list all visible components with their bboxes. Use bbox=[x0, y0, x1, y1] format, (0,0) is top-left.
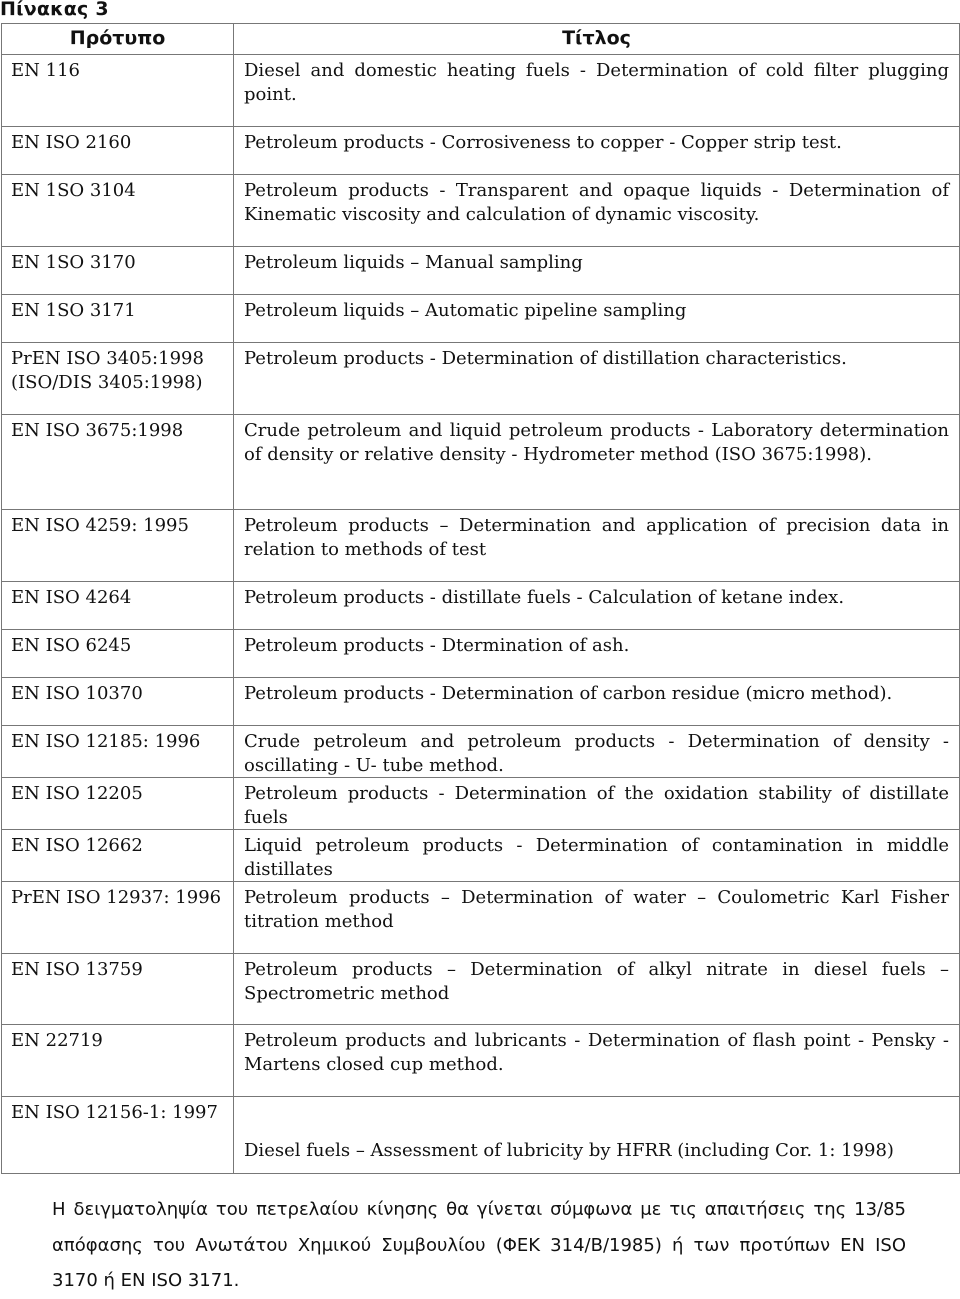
table-row bbox=[2, 247, 960, 295]
table-row bbox=[2, 415, 960, 510]
standard-code: EN ISO 12205 bbox=[2, 778, 234, 830]
table-row bbox=[2, 175, 960, 247]
table-row bbox=[2, 582, 960, 630]
table-caption: Πίνακας 3 bbox=[0, 0, 109, 20]
standard-title: Petroleum products - Transparent and opaque liquids - Determination of Kinematic viscosity and calculation of dynamic viscosity. bbox=[234, 175, 960, 247]
standard-title: Petroleum products – Determination of alkyl nitrate in diesel fuels – Spectrometric method bbox=[234, 954, 960, 1025]
standard-code: EN ISO 12185: 1996 bbox=[2, 726, 234, 778]
standard-title: Petroleum products – Determination and application of precision data in relation to methods of test bbox=[234, 510, 960, 582]
standard-code: EN ISO 6245 bbox=[2, 630, 234, 678]
header-row bbox=[2, 24, 960, 55]
standard-code: EN ISO 13759 bbox=[2, 954, 234, 1025]
table-row bbox=[2, 954, 960, 1025]
standard-title: Diesel and domestic heating fuels - Determination of cold filter plugging point. bbox=[234, 55, 960, 127]
standard-title: Petroleum products - distillate fuels - Calculation of ketane index. bbox=[234, 582, 960, 630]
standard-title: Petroleum products - Corrosiveness to copper - Copper strip test. bbox=[234, 127, 960, 175]
standard-title: Crude petroleum and liquid petroleum products - Laboratory determination of density or relative density - Hydrometer method (ISO 3675:1998). bbox=[234, 415, 960, 510]
table-row bbox=[2, 510, 960, 582]
standard-title: Liquid petroleum products - Determination of contamination in middle distillates bbox=[234, 830, 960, 882]
standard-title: Petroleum products and lubricants - Determination of flash point - Pensky - Martens closed cup method. bbox=[234, 1025, 960, 1097]
standard-title: Diesel fuels – Assessment of lubricity by HFRR (including Cor. 1: 1998) bbox=[234, 1097, 960, 1174]
standard-code: PrEN ISO 12937: 1996 bbox=[2, 882, 234, 954]
standard-code: EN 116 bbox=[2, 55, 234, 127]
standard-title: Petroleum products - Determination of carbon residue (micro method). bbox=[234, 678, 960, 726]
table-row bbox=[2, 1025, 960, 1097]
standard-title: Petroleum liquids – Automatic pipeline sampling bbox=[234, 295, 960, 343]
table-row bbox=[2, 55, 960, 127]
table-row bbox=[2, 127, 960, 175]
standard-code: EN ISO 4264 bbox=[2, 582, 234, 630]
standard-code: EN ISO 12156-1: 1997 bbox=[2, 1097, 234, 1174]
table-row bbox=[2, 882, 960, 954]
table-row bbox=[2, 1097, 960, 1174]
table-row bbox=[2, 295, 960, 343]
standard-code: EN ISO 2160 bbox=[2, 127, 234, 175]
standard-code: EN ISO 12662 bbox=[2, 830, 234, 882]
standard-title: Petroleum products - Dtermination of ash. bbox=[234, 630, 960, 678]
standard-code: PrEN ISO 3405:1998 (ISO/DIS 3405:1998) bbox=[2, 343, 234, 415]
table-row bbox=[2, 630, 960, 678]
standard-title: Petroleum products - Determination of the oxidation stability of distillate fuels bbox=[234, 778, 960, 830]
standard-code: EN 1SO 3104 bbox=[2, 175, 234, 247]
table-row bbox=[2, 726, 960, 778]
standard-code: EN 22719 bbox=[2, 1025, 234, 1097]
standard-title: Petroleum products - Determination of distillation characteristics. bbox=[234, 343, 960, 415]
header-title: Τίτλος bbox=[234, 24, 960, 55]
standard-code: EN ISO 10370 bbox=[2, 678, 234, 726]
standard-code: EN ISO 3675:1998 bbox=[2, 415, 234, 510]
sampling-note: Η δειγματοληψία του πετρελαίου κίνησης θα γίνεται σύμφωνα με τις απαιτήσεις της 13/85 απόφασης του Ανωτάτου Χημικού Συμβουλίου (ΦΕΚ 314/Β/1985) ή των προτύπων EN ISO 3170 ή EN ISO 3171. bbox=[52, 1199, 906, 1291]
standards-table bbox=[1, 23, 960, 1174]
table-row bbox=[2, 830, 960, 882]
standard-code: EN 1SO 3170 bbox=[2, 247, 234, 295]
table-row bbox=[2, 343, 960, 415]
standard-code: EN ISO 4259: 1995 bbox=[2, 510, 234, 582]
table-row bbox=[2, 678, 960, 726]
table-row bbox=[2, 778, 960, 830]
standard-code: EN 1SO 3171 bbox=[2, 295, 234, 343]
standard-title: Petroleum liquids – Manual sampling bbox=[234, 247, 960, 295]
standard-title: Petroleum products – Determination of water – Coulometric Karl Fisher titration method bbox=[234, 882, 960, 954]
standard-title: Crude petroleum and petroleum products - Determination of density - oscillating - U- tube method. bbox=[234, 726, 960, 778]
header-standard: Πρότυπο bbox=[2, 24, 234, 55]
